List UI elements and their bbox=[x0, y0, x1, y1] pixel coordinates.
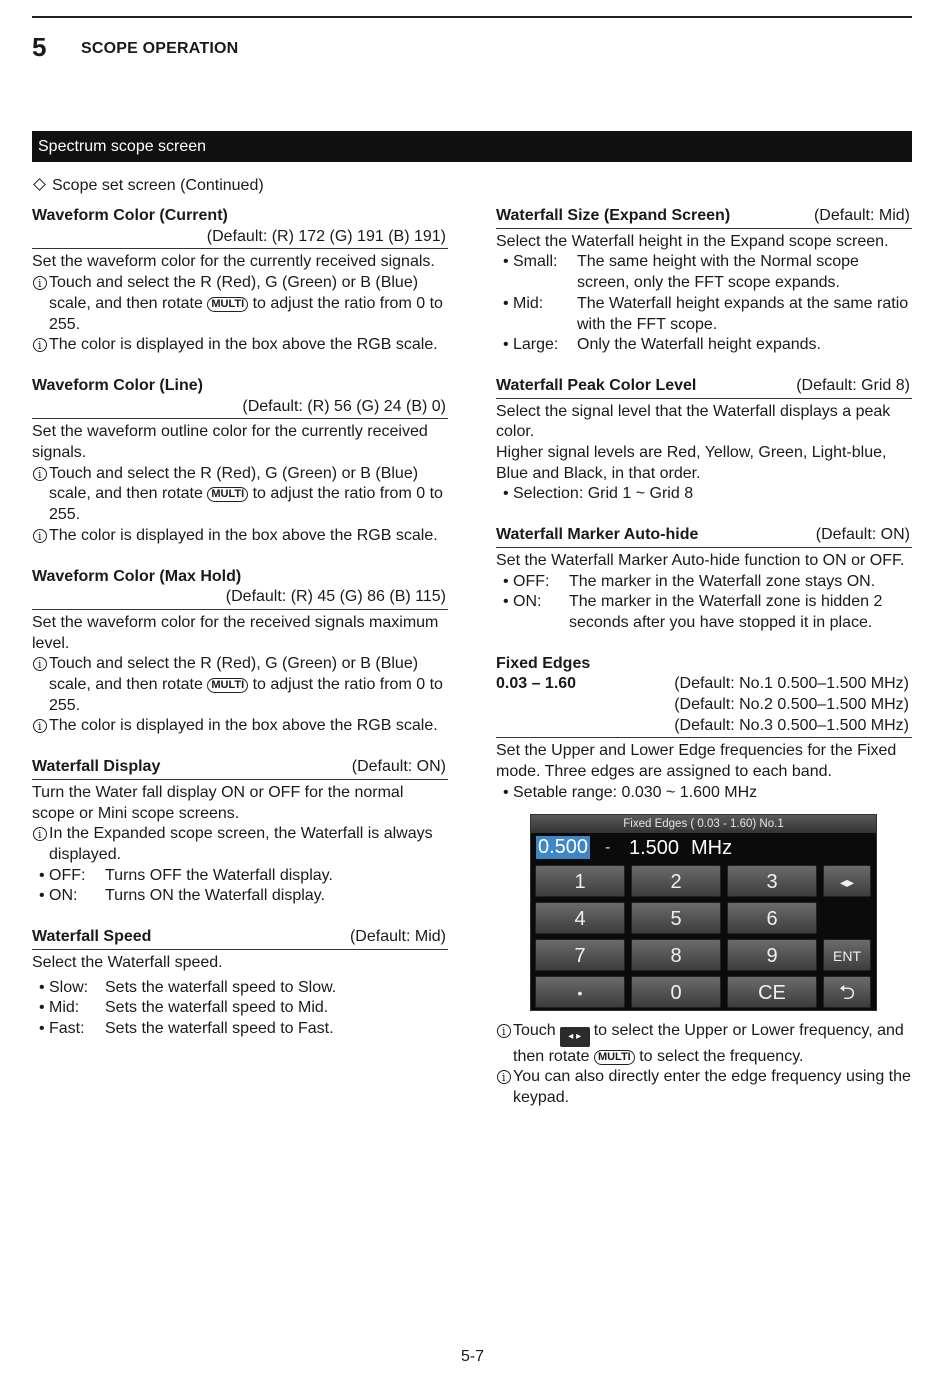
item-header bbox=[496, 525, 912, 548]
bullet-value: Setable range: 0.030 ~ 1.600 MHz bbox=[513, 783, 758, 801]
frequency-unit: MHz bbox=[691, 836, 733, 859]
item-default: (Default: ON) bbox=[815, 526, 910, 544]
key-7[interactable]: 7 bbox=[535, 939, 625, 971]
bullet-value: Selection: Grid 1 ~ Grid 8 bbox=[513, 485, 694, 503]
keypad bbox=[535, 865, 871, 1008]
edge-default: (Default: No.1 0.500–1.500 MHz) bbox=[674, 675, 909, 693]
item-description: Set the waveform outline color for the currently received signals. bbox=[32, 423, 428, 462]
enter-key[interactable]: ENT bbox=[823, 939, 871, 971]
bullet-item: • OFF: Turns OFF the Waterfall display. bbox=[32, 866, 448, 887]
item-waterfall-display bbox=[32, 757, 448, 907]
item-default: (Default: (R) 56 (G) 24 (B) 0) bbox=[242, 397, 446, 415]
bullet-item: • OFF: The marker in the Waterfall zone stays ON. bbox=[496, 572, 912, 593]
info-icon bbox=[32, 824, 49, 865]
key-2[interactable]: 2 bbox=[631, 865, 721, 897]
bullet-item: • Fast: Sets the waterfall speed to Fast. bbox=[32, 1019, 448, 1040]
key-1[interactable]: 1 bbox=[535, 865, 625, 897]
item-title: Waveform Color (Line) bbox=[32, 376, 203, 394]
item-description: Set the Waterfall Marker Auto-hide function to ON or OFF. bbox=[496, 551, 905, 569]
info-icon bbox=[496, 1021, 513, 1068]
bullet-item: • Mid: Sets the waterfall speed to Mid. bbox=[32, 998, 448, 1019]
item-waterfall-peak-color-level bbox=[496, 376, 912, 505]
item-title: Waterfall Marker Auto-hide bbox=[496, 526, 699, 544]
note-text: You can also directly enter the edge frequency using the keypad. bbox=[513, 1068, 911, 1106]
bullet-key: OFF: bbox=[49, 866, 86, 884]
edge-default: (Default: No.2 0.500–1.500 MHz) bbox=[674, 696, 909, 714]
keypad-blank bbox=[823, 902, 871, 934]
item-title: Waterfall Speed bbox=[32, 928, 152, 946]
select-arrows-key[interactable]: ◂▸ bbox=[823, 865, 871, 897]
bullet-value: The marker in the Waterfall zone is hidden 2 seconds after you have stopped it in place. bbox=[569, 593, 883, 631]
note-text: The color is displayed in the box above the RGB scale. bbox=[49, 717, 438, 735]
bullet-item: • Large: Only the Waterfall height expands. bbox=[496, 335, 912, 356]
bullet-value: Sets the waterfall speed to Slow. bbox=[105, 978, 337, 996]
bullet-item: • Setable range: 0.030 ~ 1.600 MHz bbox=[496, 783, 912, 804]
subsection-text: Scope set screen (Continued) bbox=[52, 177, 264, 194]
decimal-point-key[interactable]: • bbox=[535, 976, 625, 1008]
multi-dial-icon: MULTI bbox=[207, 297, 248, 312]
item-default: (Default: (R) 172 (G) 191 (B) 191) bbox=[206, 227, 446, 245]
note-text: Touch bbox=[513, 1021, 556, 1039]
section-title: Spectrum scope screen bbox=[32, 131, 912, 162]
bullet-key: Mid: bbox=[513, 294, 544, 312]
bullet-value: Sets the waterfall speed to Mid. bbox=[105, 999, 329, 1017]
item-title: Waveform Color (Max Hold) bbox=[32, 567, 242, 585]
item-header bbox=[32, 567, 448, 610]
bullet-item: • ON: Turns ON the Waterfall display. bbox=[32, 886, 448, 907]
item-header bbox=[32, 927, 448, 950]
item-fixed-edges bbox=[496, 654, 912, 1109]
note-text: Touch and select the R (Red), G (Green) or B (Blue) scale, and then rotate bbox=[49, 464, 419, 503]
key-6[interactable]: 6 bbox=[727, 902, 817, 934]
note-text: to select the frequency. bbox=[639, 1047, 804, 1065]
page-number: 5-7 bbox=[460, 1348, 485, 1365]
info-icon bbox=[32, 464, 49, 526]
bullet-value: The Waterfall height expands at the same ratio with the FFT scope. bbox=[577, 294, 909, 333]
item-waterfall-marker-auto-hide bbox=[496, 525, 912, 634]
item-waveform-color-current bbox=[32, 206, 448, 356]
bullet-key: Fast: bbox=[49, 1019, 85, 1037]
multi-dial-icon: MULTI bbox=[207, 487, 248, 502]
fixed-edges-defaults bbox=[496, 674, 912, 736]
bullet-value: The same height with the Normal scope screen, only the FFT scope expands. bbox=[577, 253, 859, 292]
band-range: 0.03 – 1.60 bbox=[496, 675, 577, 693]
bullet-key: Small: bbox=[513, 253, 558, 271]
diamond-icon bbox=[33, 178, 46, 191]
bullet-item: • Slow: Sets the waterfall speed to Slow. bbox=[32, 978, 448, 999]
bullet-value: Only the Waterfall height expands. bbox=[577, 336, 821, 354]
item-waterfall-size bbox=[496, 206, 912, 356]
note bbox=[32, 335, 448, 356]
frequency-separator: - bbox=[605, 838, 611, 856]
note-text: The color is displayed in the box above the RGB scale. bbox=[49, 526, 438, 544]
note-text: to adjust the ratio from 0 to 255. bbox=[49, 294, 443, 333]
left-column bbox=[32, 206, 448, 1060]
item-header bbox=[496, 206, 912, 229]
key-5[interactable]: 5 bbox=[631, 902, 721, 934]
bullet-item: • ON: The marker in the Waterfall zone is hidden 2 seconds after you have stopped it in place. bbox=[496, 592, 912, 633]
fixed-edges-screen bbox=[530, 814, 877, 1011]
chapter-title: SCOPE OPERATION bbox=[81, 40, 239, 57]
upper-frequency-field[interactable]: 1.500 bbox=[629, 836, 680, 859]
item-description: Select the Waterfall speed. bbox=[32, 953, 223, 971]
bullet-key: Mid: bbox=[49, 999, 80, 1017]
item-description: Select the signal level that the Waterfall displays a peak color. bbox=[496, 402, 891, 441]
item-description: Select the Waterfall height in the Expand scope screen. bbox=[496, 232, 889, 250]
bullet-value: Sets the waterfall speed to Fast. bbox=[105, 1019, 334, 1037]
note bbox=[32, 273, 448, 335]
frequency-row bbox=[531, 833, 876, 863]
note bbox=[32, 464, 448, 526]
note-text: The color is displayed in the box above the RGB scale. bbox=[49, 336, 438, 354]
bullet-key: OFF: bbox=[513, 572, 550, 590]
screen-title: Fixed Edges ( 0.03 - 1.60) No.1 bbox=[531, 815, 876, 833]
item-header bbox=[496, 654, 912, 739]
item-header bbox=[32, 757, 448, 780]
key-0[interactable]: 0 bbox=[631, 976, 721, 1008]
item-title: Waveform Color (Current) bbox=[32, 207, 228, 224]
info-icon bbox=[32, 335, 49, 356]
note bbox=[32, 824, 448, 865]
bullet-item: • Small: The same height with the Normal scope screen, only the FFT scope expands. bbox=[496, 252, 912, 293]
edge-default: (Default: No.3 0.500–1.500 MHz) bbox=[674, 716, 909, 734]
note-text: Touch and select the R (Red), G (Green) or B (Blue) scale, and then rotate bbox=[49, 274, 419, 312]
item-header bbox=[32, 206, 448, 249]
item-header bbox=[32, 376, 448, 419]
info-icon bbox=[32, 654, 49, 716]
item-description: Set the Upper and Lower Edge frequencies for the Fixed mode. Three edges are assigned to each band. bbox=[496, 742, 897, 781]
key-9[interactable]: 9 bbox=[727, 939, 817, 971]
note bbox=[32, 526, 448, 547]
bullet-key: ON: bbox=[49, 887, 78, 905]
right-column bbox=[496, 206, 912, 1129]
return-icon[interactable]: ⮌ bbox=[823, 976, 871, 1008]
item-default: (Default: Grid 8) bbox=[796, 376, 910, 394]
bullet-value: Turns OFF the Waterfall display. bbox=[105, 866, 333, 884]
subsection-heading bbox=[32, 176, 264, 197]
item-description: Set the waveform color for the received signals maximum level. bbox=[32, 613, 439, 652]
item-description: Turn the Water fall display ON or OFF for the normal scope or Mini scope screens. bbox=[32, 783, 404, 822]
info-icon bbox=[32, 273, 49, 335]
item-header bbox=[496, 376, 912, 399]
select-arrows-icon: ◂ ▸ bbox=[560, 1027, 590, 1047]
item-default: (Default: ON) bbox=[351, 758, 446, 776]
info-icon bbox=[32, 526, 49, 547]
info-icon bbox=[496, 1067, 513, 1108]
item-description: Higher signal levels are Red, Yellow, Green, Light-blue, Blue and Black, in that order. bbox=[496, 444, 887, 482]
note bbox=[496, 1021, 912, 1068]
multi-dial-icon: MULTI bbox=[207, 678, 248, 693]
item-waterfall-speed bbox=[32, 927, 448, 1040]
note-text: to adjust the ratio from 0 to 255. bbox=[49, 485, 443, 524]
chapter-number: 5 bbox=[32, 32, 47, 62]
clear-entry-key[interactable]: CE bbox=[727, 976, 817, 1008]
note-text: to adjust the ratio from 0 to 255. bbox=[49, 676, 443, 714]
key-8[interactable]: 8 bbox=[631, 939, 721, 971]
item-title: Waterfall Peak Color Level bbox=[496, 376, 697, 394]
item-waveform-color-line bbox=[32, 376, 448, 547]
bullet-key: Slow: bbox=[49, 978, 89, 996]
item-title: Waterfall Display bbox=[32, 758, 161, 776]
note bbox=[496, 1067, 912, 1108]
item-title: Waterfall Size (Expand Screen) bbox=[496, 207, 731, 224]
note-text: In the Expanded scope screen, the Waterfall is always displayed. bbox=[49, 825, 433, 863]
top-rule bbox=[32, 16, 912, 18]
note bbox=[32, 654, 448, 716]
bullet-item: • Selection: Grid 1 ~ Grid 8 bbox=[496, 484, 912, 505]
item-default: (Default: Mid) bbox=[349, 928, 446, 946]
item-description: Set the waveform color for the currently received signals. bbox=[32, 253, 435, 271]
note-text: Touch and select the R (Red), G (Green) or B (Blue) scale, and then rotate bbox=[49, 655, 419, 694]
note bbox=[32, 716, 448, 737]
item-waveform-color-max-hold bbox=[32, 567, 448, 738]
bullet-value: The marker in the Waterfall zone stays ON. bbox=[569, 572, 876, 590]
multi-dial-icon: MULTI bbox=[594, 1050, 635, 1065]
info-icon bbox=[32, 716, 49, 737]
lower-frequency-field[interactable]: 0.500 bbox=[538, 835, 589, 858]
key-4[interactable]: 4 bbox=[535, 902, 625, 934]
item-title: Fixed Edges bbox=[496, 654, 591, 672]
bullet-value: Turns ON the Waterfall display. bbox=[105, 887, 325, 905]
bullet-item: • Mid: The Waterfall height expands at the same ratio with the FFT scope. bbox=[496, 294, 912, 335]
item-default: (Default: Mid) bbox=[813, 207, 910, 224]
note-text: to select the Upper or Lower frequency, and then rotate bbox=[513, 1021, 904, 1065]
key-3[interactable]: 3 bbox=[727, 865, 817, 897]
bullet-key: ON: bbox=[513, 593, 542, 611]
item-default: (Default: (R) 45 (G) 86 (B) 115) bbox=[225, 588, 446, 606]
bullet-key: Large: bbox=[513, 336, 559, 354]
